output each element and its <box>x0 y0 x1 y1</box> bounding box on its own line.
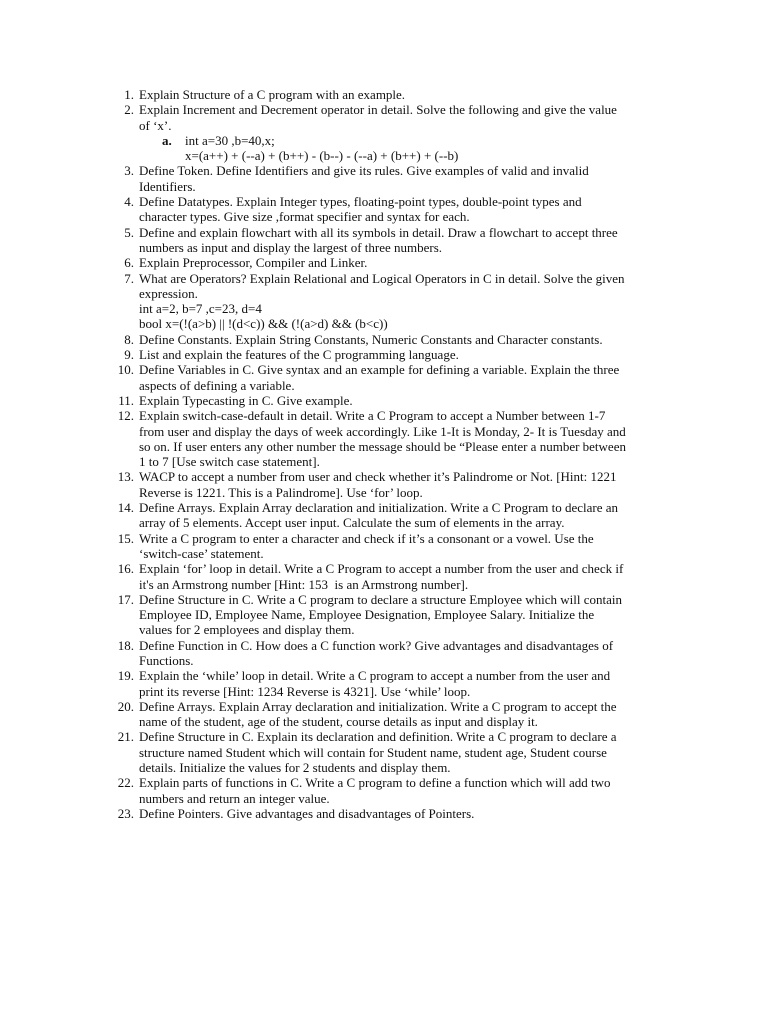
question-line: Define Arrays. Explain Array declaration and initialization. Write a C program to accept the <box>139 698 617 714</box>
question-number: 5. <box>124 224 134 240</box>
question-line: Define Structure in C. Write a C program to declare a structure Employee which will contain <box>139 591 622 607</box>
question-number: 16. <box>117 561 134 577</box>
question-17 <box>110 592 676 638</box>
question-line: Reverse is 1221. This is a Palindrome]. Use ‘for’ loop. <box>139 484 423 500</box>
sub-question-a <box>139 133 676 164</box>
question-number: 12. <box>117 408 134 424</box>
question-22 <box>110 775 676 806</box>
question-text <box>139 561 676 592</box>
question-13 <box>110 469 676 500</box>
question-number: 11. <box>118 392 134 408</box>
question-11 <box>110 393 676 408</box>
question-text <box>139 806 676 821</box>
question-line: Functions. <box>139 652 194 668</box>
question-text <box>139 332 676 347</box>
question-text <box>139 531 676 562</box>
question-1 <box>110 87 676 102</box>
question-number: 14. <box>117 500 134 516</box>
question-line: Employee ID, Employee Name, Employee Designation, Employee Salary. Initialize the <box>139 607 595 623</box>
question-line: What are Operators? Explain Relational and Logical Operators in C in detail. Solve the given <box>139 270 625 286</box>
question-number: 4. <box>124 194 134 210</box>
question-line: name of the student, age of the student, course details as input and display it. <box>139 714 538 730</box>
question-line: Explain the ‘while’ loop in detail. Write a C program to accept a number from the user and <box>139 668 611 684</box>
question-10 <box>110 362 676 393</box>
question-line: print its reverse [Hint: 1234 Reverse is 4321]. Use ‘while’ loop. <box>139 683 471 699</box>
code-line: bool x=(!(a>b) || !(d<c)) && (!(a>d) && (b<c)) <box>139 316 388 332</box>
question-line: Define Constants. Explain String Constants, Numeric Constants and Character constants. <box>139 331 603 347</box>
question-5 <box>110 225 676 256</box>
question-line: numbers and return an integer value. <box>139 790 330 806</box>
question-text <box>139 668 676 699</box>
question-16 <box>110 561 676 592</box>
question-23 <box>110 806 676 821</box>
question-text <box>139 699 676 730</box>
question-text <box>139 255 676 270</box>
question-line: structure named Student which will contain for Student name, student age, Student course <box>139 744 607 760</box>
question-number: 15. <box>117 530 134 546</box>
code-line: int a=2, b=7 ,c=23, d=4 <box>139 301 262 317</box>
question-line: Identifiers. <box>139 178 196 194</box>
question-text <box>139 469 676 500</box>
question-number: 9. <box>124 347 134 363</box>
question-line: Define Function in C. How does a C function work? Give advantages and disadvantages of <box>139 637 614 653</box>
question-text <box>139 163 676 194</box>
question-line: Define Pointers. Give advantages and disadvantages of Pointers. <box>139 805 475 821</box>
question-text <box>139 638 676 669</box>
sub-question-label: a. <box>162 132 172 148</box>
question-9 <box>110 347 676 362</box>
question-line: of ‘x’. <box>139 117 172 133</box>
question-number: 8. <box>124 331 134 347</box>
question-line: values for 2 employees and display them. <box>139 622 355 638</box>
question-8 <box>110 332 676 347</box>
question-line: WACP to accept a number from user and check whether it’s Palindrome or Not. [Hint: 1221 <box>139 469 617 485</box>
question-line: Define Structure in C. Explain its declaration and definition. Write a C program to declare a <box>139 729 617 745</box>
question-line: aspects of defining a variable. <box>139 377 295 393</box>
question-line: character types. Give size ,format specifier and syntax for each. <box>139 209 470 225</box>
question-list <box>110 87 676 821</box>
question-number: 3. <box>124 163 134 179</box>
question-12 <box>110 408 676 469</box>
question-18 <box>110 638 676 669</box>
question-line: List and explain the features of the C programming language. <box>139 347 459 363</box>
question-line: it's an Armstrong number [Hint: 153 is an Armstrong number]. <box>139 576 469 592</box>
question-text <box>139 102 676 133</box>
question-21 <box>110 729 676 775</box>
question-line: from user and display the days of week accordingly. Like 1-It is Monday, 2- It is Tuesday and <box>139 423 626 439</box>
question-number: 2. <box>124 102 134 118</box>
question-text <box>139 592 676 638</box>
question-line: Write a C program to enter a character and check if it’s a consonant or a vowel. Use the <box>139 530 594 546</box>
question-line: so on. If user enters any other number the message should be “Please enter a number between <box>139 438 626 454</box>
question-number: 1. <box>124 87 134 102</box>
question-line: expression. <box>139 285 198 301</box>
question-14 <box>110 500 676 531</box>
question-19 <box>110 668 676 699</box>
question-text <box>139 500 676 531</box>
question-line: Explain switch-case-default in detail. Write a C Program to accept a Number between 1-7 <box>139 408 606 424</box>
code-line: x=(a++) + (--a) + (b++) - (b--) - (--a) + (b++) + (--b) <box>185 148 459 164</box>
question-number: 17. <box>117 591 134 607</box>
question-line: Explain parts of functions in C. Write a C program to define a function which will add two <box>139 775 611 791</box>
question-line: Explain ‘for’ loop in detail. Write a C Program to accept a number from the user and check if <box>139 561 624 577</box>
question-line: array of 5 elements. Accept user input. Calculate the sum of elements in the array. <box>139 515 565 531</box>
question-line: ‘switch-case’ statement. <box>139 545 264 561</box>
question-text <box>139 775 676 806</box>
question-text <box>139 271 676 332</box>
question-line: numbers as input and display the largest of three numbers. <box>139 239 443 255</box>
question-text <box>139 87 676 102</box>
question-number: 18. <box>117 637 134 653</box>
question-text <box>139 225 676 256</box>
question-line: Define Datatypes. Explain Integer types, floating-point types, double-point types and <box>139 194 582 210</box>
question-text <box>139 408 676 469</box>
question-number: 19. <box>117 668 134 684</box>
question-2 <box>110 102 676 163</box>
question-text <box>139 729 676 775</box>
question-line: Explain Typecasting in C. Give example. <box>139 392 353 408</box>
question-line: Explain Increment and Decrement operator in detail. Solve the following and give the value <box>139 102 617 118</box>
question-20 <box>110 699 676 730</box>
question-3 <box>110 163 676 194</box>
question-line: Define Arrays. Explain Array declaration and initialization. Write a C Program to declare an <box>139 500 618 516</box>
question-line: Explain Structure of a C program with an example. <box>139 87 406 102</box>
question-text <box>139 347 676 362</box>
question-number: 13. <box>117 469 134 485</box>
question-number: 7. <box>124 270 134 286</box>
question-line: Define and explain flowchart with all its symbols in detail. Draw a flowchart to accept three <box>139 224 618 240</box>
question-number: 6. <box>124 255 134 271</box>
question-6 <box>110 255 676 270</box>
question-line: Define Variables in C. Give syntax and an example for defining a variable. Explain the three <box>139 362 620 378</box>
code-line: int a=30 ,b=40,x; <box>185 132 275 148</box>
question-line: 1 to 7 [Use switch case statement]. <box>139 454 320 470</box>
question-text <box>139 194 676 225</box>
question-line: Explain Preprocessor, Compiler and Linker. <box>139 255 368 271</box>
question-number: 22. <box>117 775 134 791</box>
question-text <box>139 362 676 393</box>
question-4 <box>110 194 676 225</box>
question-7 <box>110 271 676 332</box>
question-number: 23. <box>117 805 134 821</box>
question-text <box>139 393 676 408</box>
question-15 <box>110 531 676 562</box>
question-number: 20. <box>117 698 134 714</box>
question-line: details. Initialize the values for 2 students and display them. <box>139 760 451 776</box>
question-number: 10. <box>117 362 134 378</box>
question-line: Define Token. Define Identifiers and give its rules. Give examples of valid and invalid <box>139 163 589 179</box>
question-number: 21. <box>117 729 134 745</box>
